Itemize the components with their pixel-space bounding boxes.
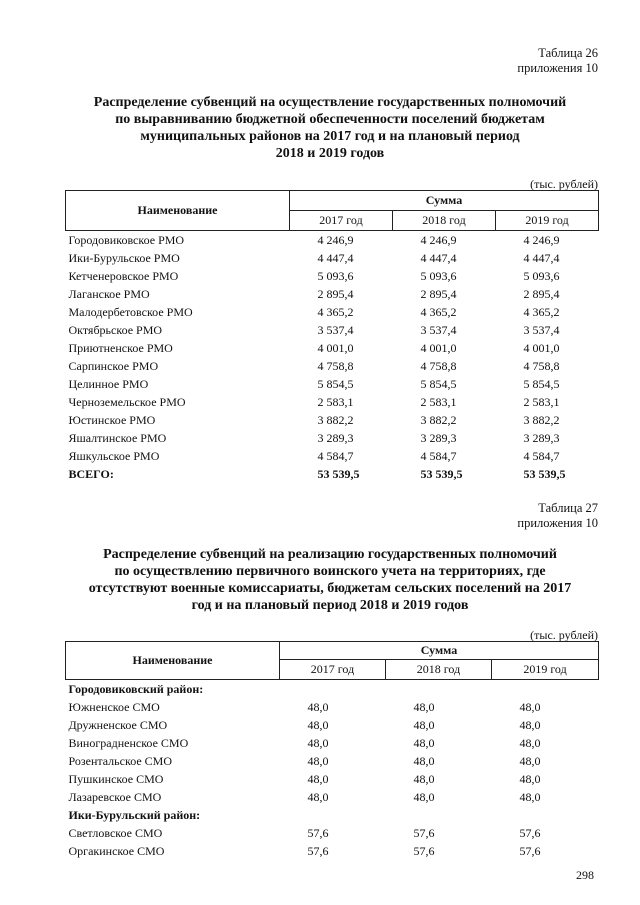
row-value: 48,0	[519, 735, 541, 750]
table-row	[66, 339, 599, 357]
table26-ref-line2: приложения 10	[517, 61, 598, 75]
row-value: 4 447,4	[523, 250, 560, 265]
table-row	[66, 375, 599, 393]
row-value: 4 246,9	[317, 232, 354, 247]
table27	[65, 641, 599, 860]
table26-title-line: Распределение субвенций на осуществление государственных полномочий	[93, 95, 567, 110]
row-value: 48,0	[413, 753, 435, 768]
row-value: 57,6	[307, 843, 329, 858]
row-value: 4 001,0	[420, 340, 457, 355]
row-value: 48,0	[307, 753, 329, 768]
row-name: Городовиковское РМО	[68, 232, 185, 247]
row-name: Лаганское РМО	[68, 286, 150, 301]
row-value: 48,0	[307, 771, 329, 786]
table-row	[66, 303, 599, 321]
row-name: Кетченеровское РМО	[68, 268, 179, 283]
table27-header-sum: Сумма	[280, 642, 599, 660]
table27-title-line: год и на плановый период 2018 и 2019 годов	[191, 598, 469, 613]
table26-body	[66, 231, 599, 484]
row-value: 48,0	[519, 789, 541, 804]
row-value: 4 365,2	[317, 304, 354, 319]
row-value: 48,0	[413, 717, 435, 732]
row-value: 4 447,4	[317, 250, 354, 265]
row-name: Яшкульское РМО	[68, 448, 160, 463]
row-value: 48,0	[413, 735, 435, 750]
row-value: 48,0	[519, 717, 541, 732]
table27-ref	[517, 501, 598, 531]
row-name: Дружненское СМО	[68, 717, 168, 732]
row-value: 48,0	[307, 699, 329, 714]
row-value: 57,6	[413, 825, 435, 840]
row-value: 57,6	[519, 843, 541, 858]
row-value: 48,0	[519, 753, 541, 768]
table-row	[66, 285, 599, 303]
row-value: 4 246,9	[420, 232, 457, 247]
total-label: ВСЕГО:	[68, 466, 114, 481]
row-value: 48,0	[307, 717, 329, 732]
row-value: 3 537,4	[420, 322, 457, 337]
row-value: 48,0	[413, 699, 435, 714]
table27-ref-line1: Таблица 27	[538, 501, 598, 515]
row-value: 2 895,4	[317, 286, 354, 301]
table-row	[66, 249, 599, 267]
table26-title-line: муниципальных районов на 2017 год и на плановый период	[140, 129, 520, 144]
table-row	[66, 716, 599, 734]
row-value: 5 854,5	[420, 376, 457, 391]
table27-title-line: Распределение субвенций на реализацию государственных полномочий	[103, 547, 557, 562]
table27-ref-line2: приложения 10	[517, 516, 598, 530]
row-value: 2 583,1	[523, 394, 560, 409]
table-row	[66, 752, 599, 770]
row-value: 3 537,4	[317, 322, 354, 337]
table27-header-name: Наименование	[66, 642, 280, 680]
row-value: 48,0	[307, 789, 329, 804]
row-value: 48,0	[413, 789, 435, 804]
row-value: 57,6	[413, 843, 435, 858]
row-value: 2 895,4	[420, 286, 457, 301]
row-value: 48,0	[519, 699, 541, 714]
table26-ref-line1: Таблица 26	[538, 46, 598, 60]
table26-header-sum: Сумма	[290, 191, 599, 211]
total-value: 53 539,5	[420, 466, 463, 481]
table27-body	[66, 680, 599, 861]
row-value: 4 584,7	[317, 448, 354, 463]
table26	[65, 190, 599, 483]
row-name: Сарпинское РМО	[68, 358, 159, 373]
row-name: Оргакинское СМО	[68, 843, 165, 858]
row-value: 2 583,1	[317, 394, 354, 409]
row-name: Ики-Бурульское РМО	[68, 250, 180, 265]
table-row	[66, 267, 599, 285]
row-name: Яшалтинское РМО	[68, 430, 167, 445]
table26-title	[60, 94, 600, 162]
row-value: 4 001,0	[523, 340, 560, 355]
row-name: Виноградненское СМО	[68, 735, 189, 750]
table-row	[66, 429, 599, 447]
table26-header-year: 2019 год	[496, 211, 599, 231]
row-value: 4 447,4	[420, 250, 457, 265]
region-row	[66, 680, 599, 699]
table-row	[66, 231, 599, 250]
total-row	[66, 465, 599, 483]
row-value: 5 854,5	[523, 376, 560, 391]
row-name: Пушкинское СМО	[68, 771, 164, 786]
row-name: Лазаревское СМО	[68, 789, 162, 804]
row-value: 4 246,9	[523, 232, 560, 247]
row-value: 5 093,6	[420, 268, 457, 283]
table-row	[66, 788, 599, 806]
row-value: 2 895,4	[523, 286, 560, 301]
row-name: Октябрьское РМО	[68, 322, 163, 337]
row-name: Светловское СМО	[68, 825, 163, 840]
row-value: 2 583,1	[420, 394, 457, 409]
row-value: 4 365,2	[420, 304, 457, 319]
table-row	[66, 734, 599, 752]
row-value: 48,0	[307, 735, 329, 750]
total-value: 53 539,5	[317, 466, 360, 481]
row-name: Юстинское РМО	[68, 412, 156, 427]
table-row	[66, 447, 599, 465]
row-value: 3 882,2	[420, 412, 457, 427]
table26-title-line: 2018 и 2019 годов	[275, 146, 385, 161]
table26-unit: (тыс. рублей)	[530, 177, 598, 191]
row-value: 3 289,3	[523, 430, 560, 445]
total-value: 53 539,5	[523, 466, 566, 481]
table-row	[66, 321, 599, 339]
table27-unit: (тыс. рублей)	[530, 628, 598, 642]
table26-header-name: Наименование	[66, 191, 290, 231]
table-row	[66, 842, 599, 860]
region-label: Городовиковский район:	[68, 681, 204, 696]
row-name: Приютненское РМО	[68, 340, 173, 355]
row-value: 3 289,3	[420, 430, 457, 445]
table26-title-line: по выравниванию бюджетной обеспеченности поселений бюджетам	[115, 112, 545, 127]
region-row	[66, 806, 599, 824]
row-value: 4 758,8	[420, 358, 457, 373]
row-value: 48,0	[413, 771, 435, 786]
table26-header-year: 2017 год	[290, 211, 393, 231]
row-value: 4 758,8	[523, 358, 560, 373]
row-value: 5 854,5	[317, 376, 354, 391]
region-label: Ики-Бурульский район:	[68, 807, 201, 822]
row-value: 3 289,3	[317, 430, 354, 445]
row-value: 48,0	[519, 771, 541, 786]
row-name: Малодербетовское РМО	[68, 304, 193, 319]
row-value: 3 537,4	[523, 322, 560, 337]
row-value: 4 001,0	[317, 340, 354, 355]
row-value: 4 584,7	[420, 448, 457, 463]
table27-header-year: 2017 год	[280, 660, 386, 680]
table-row	[66, 393, 599, 411]
table27-title-line: по осуществлению первичного воинского учета на территориях, где	[114, 564, 546, 579]
table-row	[66, 824, 599, 842]
table-row	[66, 698, 599, 716]
table27-header-year: 2018 год	[386, 660, 492, 680]
row-name: Южненское СМО	[68, 699, 160, 714]
page-number: 298	[576, 868, 594, 882]
row-value: 57,6	[519, 825, 541, 840]
table-row	[66, 357, 599, 375]
row-value: 3 882,2	[317, 412, 354, 427]
table26-header-year: 2018 год	[393, 211, 496, 231]
table27-header-year: 2019 год	[492, 660, 599, 680]
table27-title-line: отсутствуют военные комиссариаты, бюджетам сельских поселений на 2017	[88, 581, 572, 596]
row-value: 4 365,2	[523, 304, 560, 319]
row-name: Целинное РМО	[68, 376, 149, 391]
row-value: 4 584,7	[523, 448, 560, 463]
table26-ref	[517, 46, 598, 76]
row-value: 4 758,8	[317, 358, 354, 373]
table-row	[66, 411, 599, 429]
row-value: 57,6	[307, 825, 329, 840]
row-value: 3 882,2	[523, 412, 560, 427]
table-row	[66, 770, 599, 788]
row-name: Розентальское СМО	[68, 753, 173, 768]
table27-title	[40, 546, 620, 614]
row-value: 5 093,6	[317, 268, 354, 283]
row-name: Черноземельское РМО	[68, 394, 186, 409]
row-value: 5 093,6	[523, 268, 560, 283]
